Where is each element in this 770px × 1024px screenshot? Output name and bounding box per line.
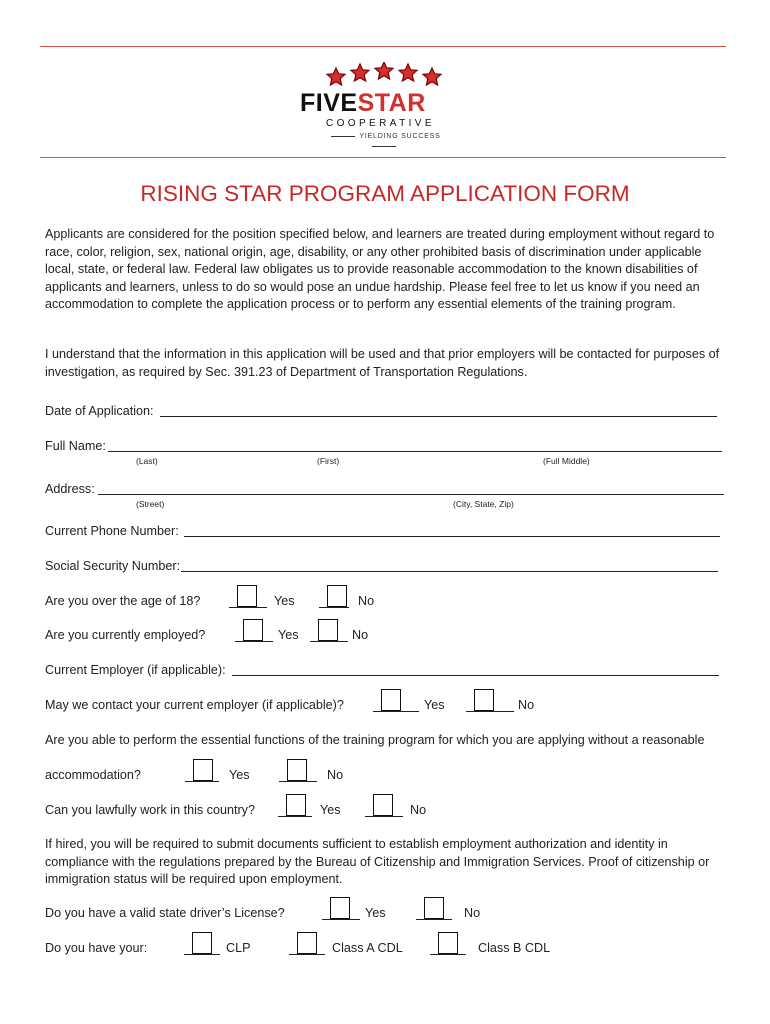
company-logo <box>296 62 476 142</box>
credentials-question: Do you have your: <box>45 941 148 955</box>
essential-question-line1: Are you able to perform the essential functions of the training program for which you are applying without a reasonable <box>45 733 705 747</box>
license-no-checkbox[interactable] <box>424 897 444 919</box>
lawful-no-checkbox[interactable] <box>373 794 393 816</box>
full-name-field[interactable] <box>108 451 722 452</box>
name-label: Full Name: <box>45 439 106 453</box>
first-name-hint: (First) <box>317 456 340 466</box>
top-divider <box>40 46 726 47</box>
star-icon <box>324 62 444 88</box>
employed-yes-label: Yes <box>278 628 299 642</box>
class-a-label: Class A CDL <box>332 941 403 955</box>
license-no-label: No <box>464 906 481 920</box>
intro-paragraph: Applicants are considered for the position specified below, and learners are treated during employment without regard to race, color, religion, sex, national origin, age, disability, or any other prohibited basis of discrimination under applicable local, state, or federal law. Federal law obligates us to provide reasonable accommodation to the known disabilities of applicants and learners, unless to do so would pose an undue hardship. Please feel free to let us know if you need an accommodation to complete the application process or to perform any essential elements of the training program. <box>45 227 715 312</box>
lawful-no-label: No <box>410 803 427 817</box>
age-no-checkbox[interactable] <box>327 585 347 607</box>
contact-no-label: No <box>518 698 535 712</box>
header-divider <box>40 157 726 158</box>
class-a-checkbox[interactable] <box>297 932 317 954</box>
license-yes-label: Yes <box>365 906 386 920</box>
employed-no-checkbox[interactable] <box>318 619 338 641</box>
consent-paragraph: I understand that the information in this application will be used and that prior employers will be contacted for purposes of investigation, as required by Sec. 391.23 of Department of Transportation Regulations. <box>45 347 720 379</box>
logo-subtitle: COOPERATIVE <box>326 118 435 129</box>
essential-question-line2: accommodation? <box>45 768 141 782</box>
employer-label: Current Employer (if applicable): <box>45 663 226 677</box>
clp-checkbox[interactable] <box>192 932 212 954</box>
age-yes-label: Yes <box>274 594 295 608</box>
hired-notice-paragraph: If hired, you will be required to submit documents sufficient to establish employment authorization and identity in compliance with the regulations prepared by the Bureau of Citizenship and Immigration Services. Proof of citizenship or immigration status will be required upon employment. <box>45 837 710 887</box>
employed-no-label: No <box>352 628 369 642</box>
lawful-yes-label: Yes <box>320 803 341 817</box>
city-state-zip-hint: (City, State, Zip) <box>453 499 514 509</box>
date-label: Date of Application: <box>45 404 154 418</box>
employed-question: Are you currently employed? <box>45 628 206 642</box>
last-name-hint: (Last) <box>136 456 158 466</box>
clp-label: CLP <box>226 941 251 955</box>
ssn-field[interactable] <box>181 571 718 572</box>
lawful-yes-checkbox[interactable] <box>286 794 306 816</box>
age-question: Are you over the age of 18? <box>45 594 201 608</box>
class-b-label: Class B CDL <box>478 941 551 955</box>
contact-no-checkbox[interactable] <box>474 689 494 711</box>
phone-field[interactable] <box>184 536 720 537</box>
address-label: Address: <box>45 482 95 496</box>
license-question: Do you have a valid state driver’s License? <box>45 906 285 920</box>
logo-tagline: YIELDING SUCCESS <box>318 132 450 152</box>
ssn-label: Social Security Number: <box>45 559 181 573</box>
date-field[interactable] <box>160 416 717 417</box>
essential-yes-label: Yes <box>229 768 250 782</box>
essential-yes-checkbox[interactable] <box>193 759 213 781</box>
age-yes-checkbox[interactable] <box>237 585 257 607</box>
essential-no-checkbox[interactable] <box>287 759 307 781</box>
employed-yes-checkbox[interactable] <box>243 619 263 641</box>
street-hint: (Street) <box>136 499 165 509</box>
address-field[interactable] <box>98 494 724 495</box>
essential-no-label: No <box>327 768 344 782</box>
contact-yes-label: Yes <box>424 698 445 712</box>
class-b-checkbox[interactable] <box>438 932 458 954</box>
contact-question: May we contact your current employer (if applicable)? <box>45 698 344 712</box>
contact-yes-checkbox[interactable] <box>381 689 401 711</box>
middle-name-hint: (Full Middle) <box>543 456 590 466</box>
phone-label: Current Phone Number: <box>45 524 179 538</box>
form-title: RISING STAR PROGRAM APPLICATION FORM <box>140 181 630 206</box>
employer-field[interactable] <box>232 675 719 676</box>
lawful-work-question: Can you lawfully work in this country? <box>45 803 255 817</box>
logo-wordmark: FIVESTAR <box>300 89 426 117</box>
age-no-label: No <box>358 594 375 608</box>
license-yes-checkbox[interactable] <box>330 897 350 919</box>
